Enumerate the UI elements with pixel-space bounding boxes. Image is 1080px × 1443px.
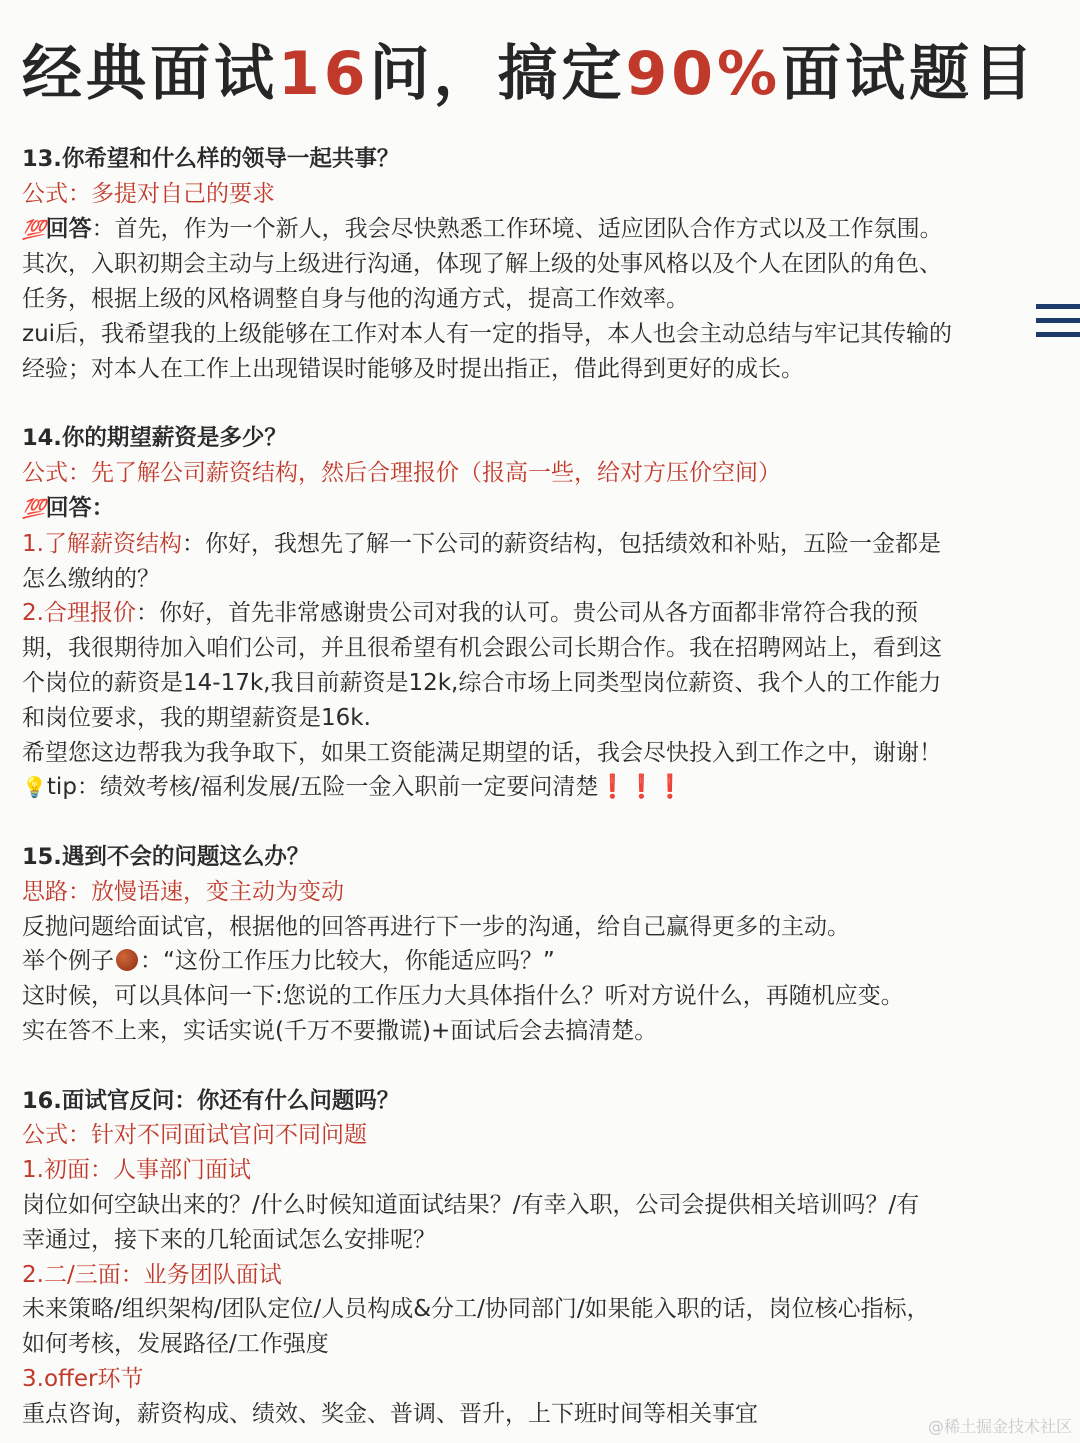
q14-point2 <box>22 596 1052 631</box>
q13-answer-text: ：首先，作为一个新人，我会尽快熟悉工作环境、适应团队合作方式以及工作氛围。 <box>91 215 943 242</box>
q16-formula: 公式：针对不同面试官问不同问题 <box>22 1122 367 1149</box>
q13-answer-label: 回答 <box>45 215 92 242</box>
q15-example-text: ：“这份工作压力比较大，你能适应吗？” <box>140 948 555 975</box>
q14-point2-label: 2.合理报价 <box>22 600 136 627</box>
q13-answer-line <box>22 212 1052 248</box>
q14-line: 希望您这边帮我为我争取下，如果工资能满足期望的话，我会尽快投入到工作之中，谢谢！ <box>22 739 942 766</box>
watermark: @稀土掘金技术社区 <box>927 1417 1072 1436</box>
exclamation-icon: ❗❗❗ <box>598 774 685 801</box>
q15-line: 这时候，可以具体问一下:您说的工作压力大具体指什么？听对方说什么，再随机应变。 <box>22 983 904 1010</box>
title-part1: 经典面试 <box>22 39 278 109</box>
q13-question: 13.你希望和什么样的领导一起共事？ <box>22 146 400 172</box>
q16-stage1-label: 1.初面：人事部门面试 <box>22 1157 251 1184</box>
title-number-90: 90% <box>625 39 782 109</box>
q13-line: zui后，我希望我的上级能够在工作对本人有一定的指导，本人也会主动总结与牢记其传输的 <box>22 320 953 347</box>
q15-line: 反抛问题给面试官，根据他的回答再进行下一步的沟通，给自己赢得更多的主动。 <box>22 913 850 940</box>
q14-point1-label: 1.了解薪资结构 <box>22 530 182 557</box>
q15-example-label: 举个例子 <box>22 948 114 975</box>
q14-answer-label-line <box>22 491 1052 527</box>
q13-line: 其次，入职初期会主动与上级进行沟通，体现了解上级的处事风格以及个人在团队的角色、 <box>22 251 942 278</box>
hundred-icon: 💯 <box>22 218 46 241</box>
q14-question: 14.你的期望薪资是多少？ <box>22 425 287 452</box>
q15-question: 15.遇到不会的问题这么办？ <box>22 843 310 870</box>
q16-question: 16.面试官反问：你还有什么问题吗？ <box>22 1087 400 1114</box>
q14-point1-cont: 怎么缴纳的？ <box>22 565 160 592</box>
q16-line: 如何考核，发展路径/工作强度 <box>22 1331 329 1358</box>
q14-point1-text: ：你好，我想先了解一下公司的薪资结构，包括绩效和补贴，五险一金都是 <box>181 530 941 557</box>
content <box>22 142 1052 1431</box>
q14-point1 <box>22 527 1052 562</box>
q13-line: 任务，根据上级的风格调整自身与他的沟通方式，提高工作效率。 <box>22 286 689 313</box>
title-number-16: 16 <box>278 39 370 109</box>
q15-line: 实在答不上来，实话实说(千万不要撒谎)+面试后会去搞清楚。 <box>22 1017 658 1044</box>
q16-line: 岗位如何空缺出来的？/什么时候知道面试结果？/有幸入职，公司会提供相关培训吗？/有 <box>22 1191 920 1218</box>
q13-formula: 公式：多提对自己的要求 <box>22 180 275 207</box>
q15-example <box>22 944 1052 979</box>
q16-line: 幸通过，接下来的几轮面试怎么安排呢？ <box>22 1226 436 1253</box>
q14-tip-text: tip：绩效考核/福利发展/五险一金入职前一定要问清楚 <box>46 774 599 801</box>
q14-tip <box>22 770 1052 805</box>
title-part2: 问，搞定 <box>369 39 626 109</box>
q14-line: 个岗位的薪资是14-17k,我目前薪资是12k,综合市场上同类型岗位薪资、我个人的工作能力 <box>22 669 942 696</box>
bulb-icon: 💡 <box>22 775 47 800</box>
title-part3: 面试题目 <box>781 39 1038 109</box>
q16-line: 重点咨询，薪资构成、绩效、奖金、普调、晋升，上下班时间等相关事宜 <box>22 1400 758 1427</box>
q14-line: 和岗位要求，我的期望薪资是16k. <box>22 704 371 731</box>
q15-idea: 思路：放慢语速，变主动为变动 <box>22 878 344 905</box>
basketball-icon <box>116 949 138 971</box>
page-title <box>22 30 1062 118</box>
q16-line: 未来策略/组织架构/团队定位/人员构成&分工/协同部门/如果能入职的话，岗位核心指标， <box>22 1296 930 1323</box>
q16-stage3-label: 3.offer环节 <box>22 1365 144 1392</box>
q13-line: 经验；对本人在工作上出现错误时能够及时提出指正，借此得到更好的成长。 <box>22 355 804 382</box>
hundred-icon: 💯 <box>22 497 46 520</box>
q14-point2-text: ：你好，首先非常感谢贵公司对我的认可。贵公司从各方面都非常符合我的预 <box>135 600 918 627</box>
q16-stage2-label: 2.二/三面：业务团队面试 <box>22 1261 282 1288</box>
q14-formula: 公式：先了解公司薪资结构，然后合理报价（报高一些，给对方压价空间） <box>22 460 781 487</box>
q14-answer-label: 回答： <box>45 494 115 521</box>
q14-line: 期，我很期待加入咱们公司，并且很希望有机会跟公司长期合作。我在招聘网站上，看到这 <box>22 635 942 662</box>
